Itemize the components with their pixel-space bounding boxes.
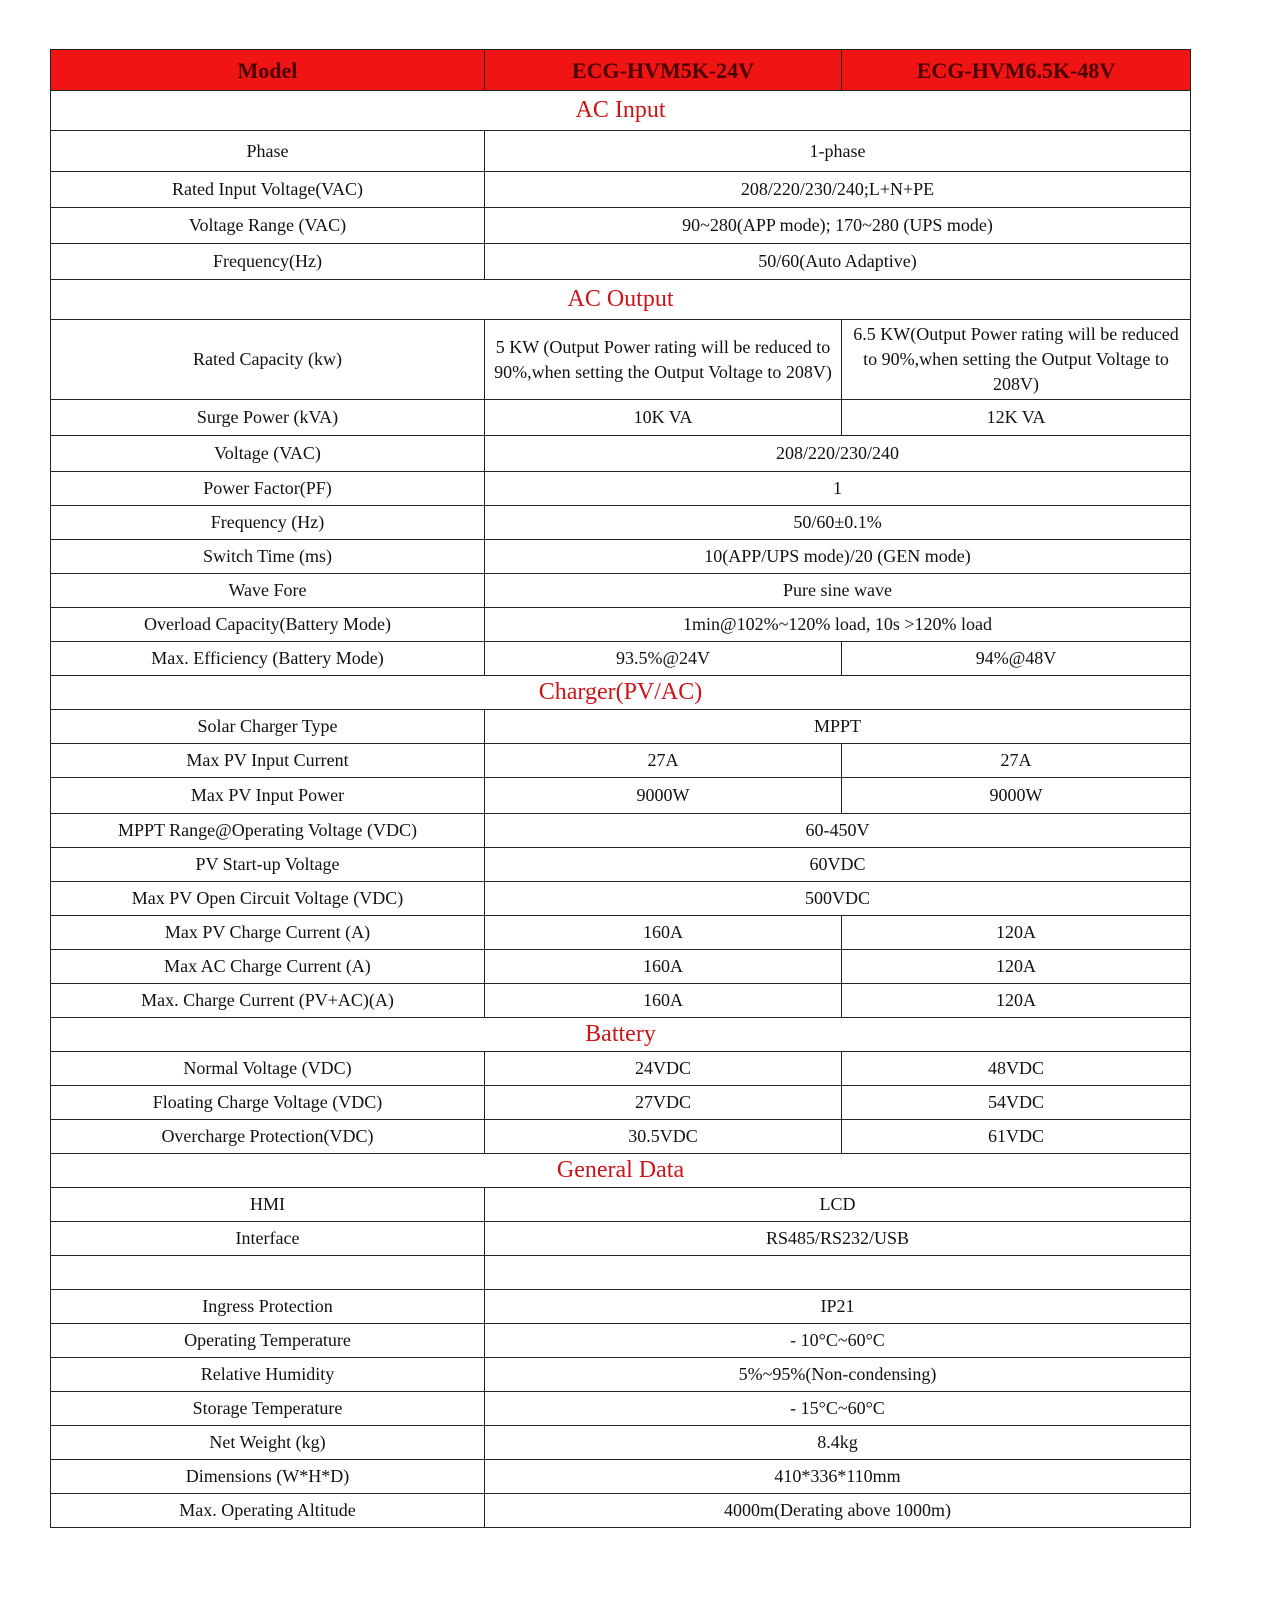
table-row — [51, 950, 1191, 984]
row-label: Max. Charge Current (PV+AC)(A) — [51, 984, 485, 1018]
row-value: 500VDC — [485, 882, 1191, 916]
row-value: IP21 — [485, 1290, 1191, 1324]
table-row — [51, 1086, 1191, 1120]
section-row — [51, 280, 1191, 320]
row-value-a: 160A — [485, 950, 842, 984]
table-row — [51, 540, 1191, 574]
table-row — [51, 1120, 1191, 1154]
table-row — [51, 131, 1191, 172]
table-row — [51, 1392, 1191, 1426]
table-row — [51, 1290, 1191, 1324]
table-row — [51, 320, 1191, 400]
row-label: Wave Fore — [51, 574, 485, 608]
row-label: Phase — [51, 131, 485, 172]
row-label: Rated Capacity (kw) — [51, 320, 485, 400]
table-row — [51, 1494, 1191, 1528]
table-header-row — [51, 50, 1191, 91]
row-label: Max AC Charge Current (A) — [51, 950, 485, 984]
row-label: PV Start-up Voltage — [51, 848, 485, 882]
row-value-b: 120A — [842, 916, 1191, 950]
row-label: Power Factor(PF) — [51, 472, 485, 506]
row-label: Solar Charger Type — [51, 710, 485, 744]
row-label: Operating Temperature — [51, 1324, 485, 1358]
row-value: 1 — [485, 472, 1191, 506]
table-row — [51, 744, 1191, 778]
table-row — [51, 984, 1191, 1018]
row-value: 10(APP/UPS mode)/20 (GEN mode) — [485, 540, 1191, 574]
table-row — [51, 642, 1191, 676]
row-value-a: 27VDC — [485, 1086, 842, 1120]
table-row — [51, 472, 1191, 506]
row-label: Frequency(Hz) — [51, 244, 485, 280]
row-label: Max. Efficiency (Battery Mode) — [51, 642, 485, 676]
row-label: Relative Humidity — [51, 1358, 485, 1392]
table-row — [51, 1222, 1191, 1256]
row-label — [51, 1256, 485, 1290]
row-value — [485, 1256, 1191, 1290]
row-value-b: 6.5 KW(Output Power rating will be reduced to 90%,when setting the Output Voltage to 208V) — [842, 320, 1191, 400]
row-value: Pure sine wave — [485, 574, 1191, 608]
spec-table — [50, 49, 1191, 1528]
row-label: Voltage Range (VAC) — [51, 208, 485, 244]
table-row — [51, 814, 1191, 848]
section-title-charger: Charger(PV/AC) — [51, 676, 1191, 710]
row-value: 90~280(APP mode); 170~280 (UPS mode) — [485, 208, 1191, 244]
section-title-ac-output: AC Output — [51, 280, 1191, 320]
table-row — [51, 1426, 1191, 1460]
row-label: Ingress Protection — [51, 1290, 485, 1324]
row-label: Normal Voltage (VDC) — [51, 1052, 485, 1086]
table-row — [51, 778, 1191, 814]
table-row — [51, 1460, 1191, 1494]
row-value: 208/220/230/240 — [485, 436, 1191, 472]
row-value: 4000m(Derating above 1000m) — [485, 1494, 1191, 1528]
table-row — [51, 244, 1191, 280]
table-row — [51, 208, 1191, 244]
row-value-b: 120A — [842, 984, 1191, 1018]
model-header: Model — [51, 50, 485, 91]
row-value-b: 48VDC — [842, 1052, 1191, 1086]
row-value-a: 30.5VDC — [485, 1120, 842, 1154]
table-row — [51, 506, 1191, 540]
section-row — [51, 676, 1191, 710]
row-label: Net Weight (kg) — [51, 1426, 485, 1460]
row-value-b: 27A — [842, 744, 1191, 778]
table-row — [51, 400, 1191, 436]
section-title-general: General Data — [51, 1154, 1191, 1188]
row-value-b: 9000W — [842, 778, 1191, 814]
table-row — [51, 848, 1191, 882]
row-label: Rated Input Voltage(VAC) — [51, 172, 485, 208]
model-b-header: ECG-HVM6.5K-48V — [842, 50, 1191, 91]
row-value-a: 160A — [485, 984, 842, 1018]
row-label: Surge Power (kVA) — [51, 400, 485, 436]
row-value: 5%~95%(Non-condensing) — [485, 1358, 1191, 1392]
model-a-header: ECG-HVM5K-24V — [485, 50, 842, 91]
row-value-a: 160A — [485, 916, 842, 950]
table-row — [51, 710, 1191, 744]
table-row — [51, 1358, 1191, 1392]
row-value-b: 94%@48V — [842, 642, 1191, 676]
row-value-a: 9000W — [485, 778, 842, 814]
row-value: - 15°C~60°C — [485, 1392, 1191, 1426]
row-value-a: 24VDC — [485, 1052, 842, 1086]
row-value: 8.4kg — [485, 1426, 1191, 1460]
row-label: Max PV Open Circuit Voltage (VDC) — [51, 882, 485, 916]
row-value-a: 93.5%@24V — [485, 642, 842, 676]
row-value: 1-phase — [485, 131, 1191, 172]
row-value-b: 120A — [842, 950, 1191, 984]
section-title-ac-input: AC Input — [51, 91, 1191, 131]
row-label: Max PV Charge Current (A) — [51, 916, 485, 950]
row-value-b: 54VDC — [842, 1086, 1191, 1120]
row-label: Dimensions (W*H*D) — [51, 1460, 485, 1494]
row-value-b: 61VDC — [842, 1120, 1191, 1154]
table-row — [51, 436, 1191, 472]
section-title-battery: Battery — [51, 1018, 1191, 1052]
row-label: MPPT Range@Operating Voltage (VDC) — [51, 814, 485, 848]
table-row — [51, 1188, 1191, 1222]
table-row-blank — [51, 1256, 1191, 1290]
row-label: Max PV Input Current — [51, 744, 485, 778]
row-label: Max PV Input Power — [51, 778, 485, 814]
row-value: - 10°C~60°C — [485, 1324, 1191, 1358]
table-row — [51, 882, 1191, 916]
row-label: Switch Time (ms) — [51, 540, 485, 574]
row-label: Overload Capacity(Battery Mode) — [51, 608, 485, 642]
row-value: 208/220/230/240;L+N+PE — [485, 172, 1191, 208]
row-label: Max. Operating Altitude — [51, 1494, 485, 1528]
table-row — [51, 1052, 1191, 1086]
table-row — [51, 1324, 1191, 1358]
row-value-a: 27A — [485, 744, 842, 778]
table-row — [51, 916, 1191, 950]
row-label: Floating Charge Voltage (VDC) — [51, 1086, 485, 1120]
row-value: MPPT — [485, 710, 1191, 744]
row-value: 60VDC — [485, 848, 1191, 882]
row-value-b: 12K VA — [842, 400, 1191, 436]
table-row — [51, 608, 1191, 642]
row-value-a: 5 KW (Output Power rating will be reduced to 90%,when setting the Output Voltage to 208V) — [485, 320, 842, 400]
row-label: Interface — [51, 1222, 485, 1256]
row-label: Overcharge Protection(VDC) — [51, 1120, 485, 1154]
section-row — [51, 1154, 1191, 1188]
row-value: 410*336*110mm — [485, 1460, 1191, 1494]
row-label: HMI — [51, 1188, 485, 1222]
row-label: Frequency (Hz) — [51, 506, 485, 540]
row-value: 50/60(Auto Adaptive) — [485, 244, 1191, 280]
table-row — [51, 574, 1191, 608]
table-row — [51, 172, 1191, 208]
row-value-a: 10K VA — [485, 400, 842, 436]
section-row — [51, 91, 1191, 131]
row-value: 50/60±0.1% — [485, 506, 1191, 540]
row-value: 1min@102%~120% load, 10s >120% load — [485, 608, 1191, 642]
row-label: Voltage (VAC) — [51, 436, 485, 472]
row-label: Storage Temperature — [51, 1392, 485, 1426]
row-value: RS485/RS232/USB — [485, 1222, 1191, 1256]
row-value: 60-450V — [485, 814, 1191, 848]
row-value: LCD — [485, 1188, 1191, 1222]
section-row — [51, 1018, 1191, 1052]
